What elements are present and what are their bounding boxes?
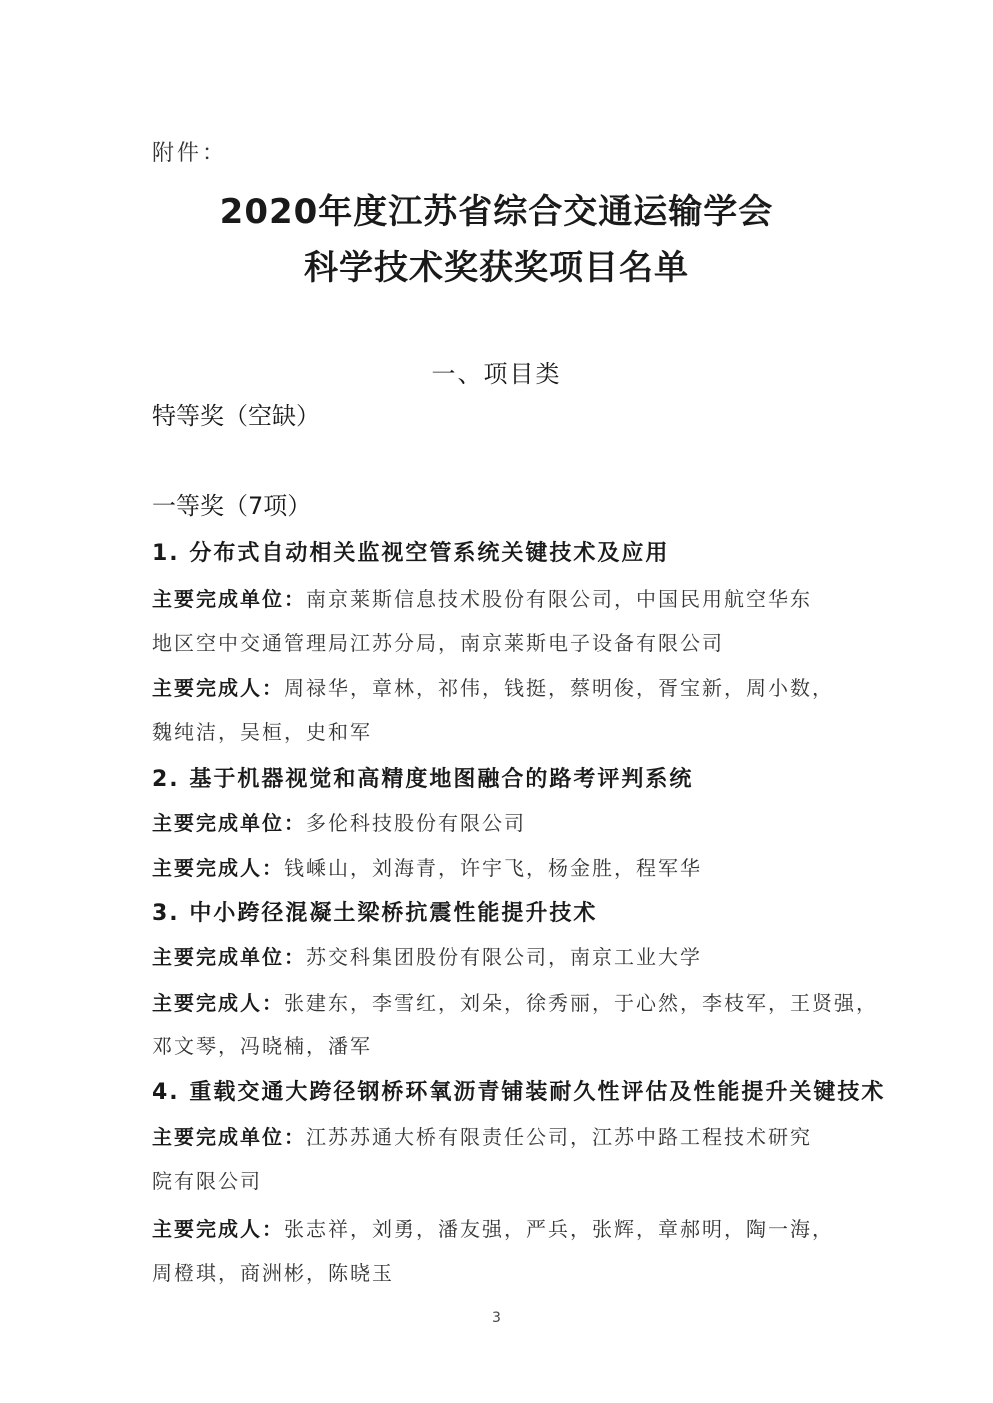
special-award-heading: 特等奖（空缺） bbox=[152, 402, 320, 430]
unit-label: 主要完成单位： bbox=[152, 945, 306, 969]
page-number: 3 bbox=[492, 1310, 501, 1326]
project-person-line bbox=[152, 987, 878, 1016]
project-person-line: 周橙琪，商洲彬，陈晓玉 bbox=[152, 1261, 394, 1285]
first-award-heading: 一等奖（7项） bbox=[152, 492, 312, 520]
unit-text: 南京莱斯信息技术股份有限公司，中国民用航空华东 bbox=[306, 587, 812, 611]
document-title-line2: 科学技术奖获奖项目名单 bbox=[304, 248, 689, 288]
project-unit-line bbox=[152, 941, 852, 970]
project-unit-line: 院有限公司 bbox=[152, 1169, 262, 1193]
project-person-line bbox=[152, 672, 852, 701]
person-text: 张志祥，刘勇，潘友强，严兵，张辉，章郝明，陶一海， bbox=[284, 1217, 834, 1241]
person-text: 钱嵊山，刘海青，许宇飞，杨金胜，程军华 bbox=[284, 856, 702, 880]
project-title: 1. 分布式自动相关监视空管系统关键技术及应用 bbox=[152, 541, 670, 566]
project-person-line bbox=[152, 852, 852, 881]
unit-label: 主要完成单位： bbox=[152, 1125, 306, 1149]
project-unit-line bbox=[152, 583, 852, 612]
unit-text: 多伦科技股份有限公司 bbox=[306, 811, 526, 835]
person-text: 张建东，李雪红，刘朵，徐秀丽，于心然，李枝军，王贤强， bbox=[284, 991, 878, 1015]
unit-text: 江苏苏通大桥有限责任公司，江苏中路工程技术研究 bbox=[306, 1125, 812, 1149]
attachment-label: 附件： bbox=[152, 141, 228, 166]
person-label: 主要完成人： bbox=[152, 991, 284, 1015]
project-unit-line: 地区空中交通管理局江苏分局，南京莱斯电子设备有限公司 bbox=[152, 631, 724, 655]
project-person-line bbox=[152, 1213, 852, 1242]
project-unit-line bbox=[152, 807, 852, 836]
document-title-line1: 2020年度江苏省综合交通运输学会 bbox=[219, 192, 774, 232]
section-heading: 一、项目类 bbox=[431, 360, 562, 388]
project-title: 2. 基于机器视觉和高精度地图融合的路考评判系统 bbox=[152, 767, 694, 792]
project-title: 3. 中小跨径混凝土梁桥抗震性能提升技术 bbox=[152, 901, 598, 926]
project-title: 4. 重载交通大跨径钢桥环氧沥青铺装耐久性评估及性能提升关键技术 bbox=[152, 1080, 886, 1105]
person-label: 主要完成人： bbox=[152, 676, 284, 700]
project-person-line: 邓文琴，冯晓楠，潘军 bbox=[152, 1034, 372, 1058]
unit-label: 主要完成单位： bbox=[152, 811, 306, 835]
person-text: 周禄华，章林，祁伟，钱挺，蔡明俊，胥宝新，周小数， bbox=[284, 676, 834, 700]
unit-label: 主要完成单位： bbox=[152, 587, 306, 611]
person-label: 主要完成人： bbox=[152, 856, 284, 880]
project-person-line: 魏纯洁，吴桓，史和军 bbox=[152, 720, 372, 744]
person-label: 主要完成人： bbox=[152, 1217, 284, 1241]
unit-text: 苏交科集团股份有限公司，南京工业大学 bbox=[306, 945, 702, 969]
project-unit-line bbox=[152, 1121, 852, 1150]
